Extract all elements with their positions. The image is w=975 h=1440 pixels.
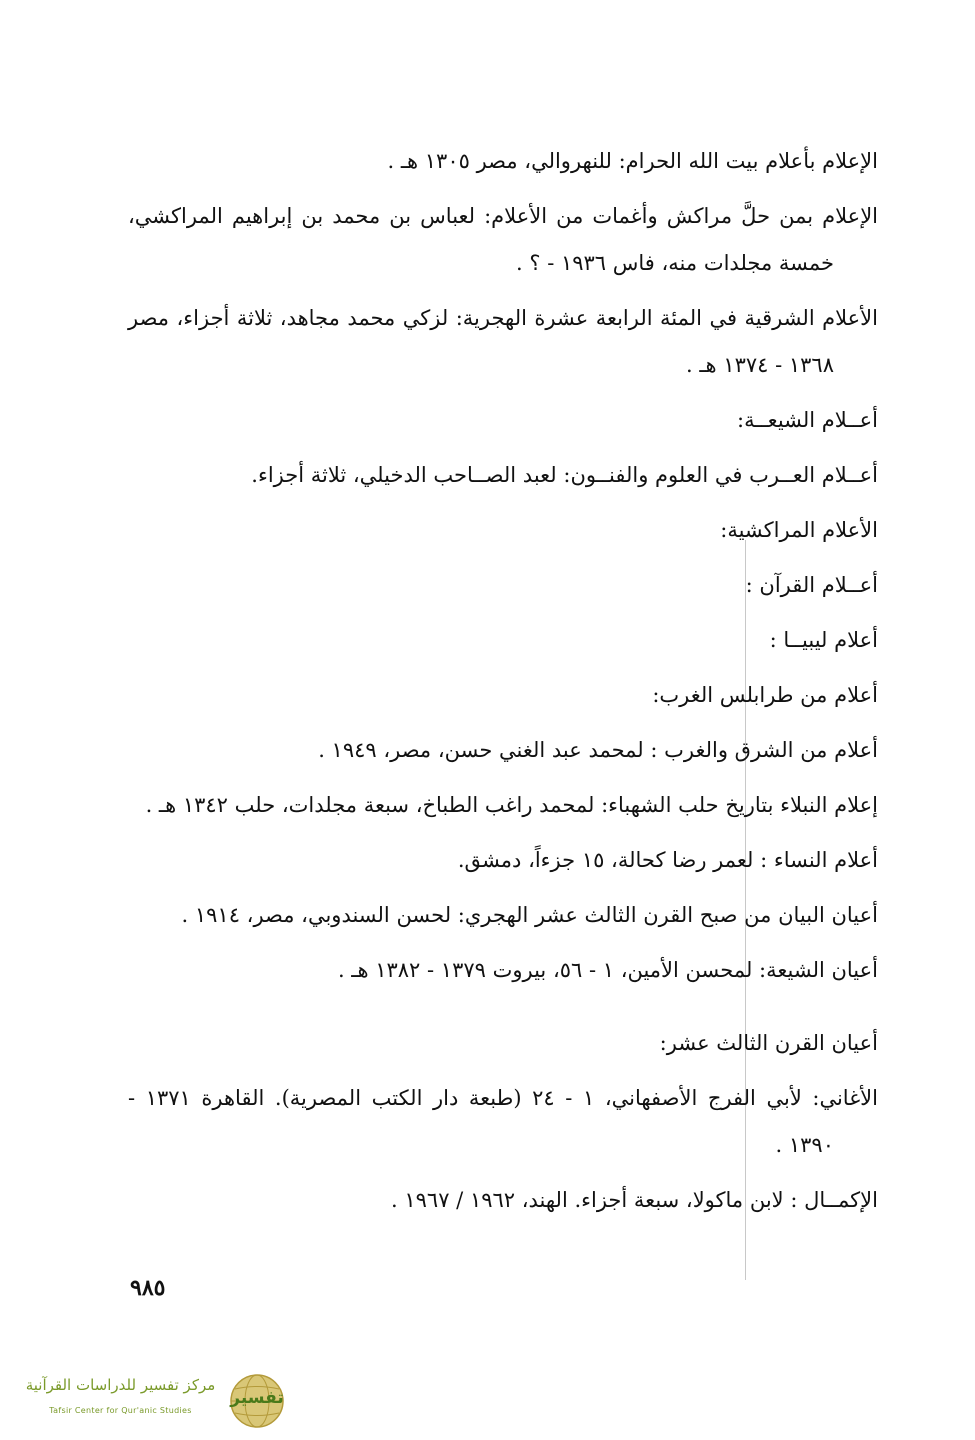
logo-english-text: Tafsir Center for Qur'anic Studies [49,1406,192,1415]
bibliography-entry: أعــلام العــرب في العلوم والفنــون: لعبد الصــاحب الدخيلي، ثلاثة أجزاء. [251,463,878,487]
bibliography-entry: أعيان القرن الثالث عشر: [659,1031,878,1055]
page-number: ٩٨٥ [130,1275,166,1301]
bibliography-entry: إعلام النبلاء بتاريخ حلب الشهباء: لمحمد راغب الطباخ، سبعة مجلدات، حلب ١٣٤٢ هـ . [145,793,878,817]
logo-mark-text: تفسير [230,1388,284,1408]
bibliography-entry: أعيان البيان من صبح القرن الثالث عشر الهجري: لحسن السندوبي، مصر، ١٩١٤ . [181,903,878,927]
bibliography-entry: أعلام من الشرق والغرب : لمحمد عبد الغني حسن، مصر، ١٩٤٩ . [318,738,878,762]
bibliography-entry: أعلام من طرابلس الغرب: [652,683,878,707]
bibliography-entry: أعــلام القرآن : [745,573,878,597]
bibliography-entry: الإعلام بمن حلَّ مراكش وأغمات من الأعلام: لعباس بن محمد بن إبراهيم المراكشي، خمسة مجلدات منه، فاس ١٩٣٦ - ؟ . [128,204,878,275]
bibliography-entry: الأغاني: لأبي الفرج الأصفهاني، ١ - ٢٤ (طبعة دار الكتب المصرية). القاهرة ١٣٧١ - ١٣٩٠ . [128,1086,878,1157]
tafsir-center-logo [18,1372,290,1432]
bibliography-list [128,138,878,1232]
bibliography-entry: الأعلام المراكشية: [720,518,878,542]
bibliography-entry: أعــلام الشيعــة: [737,408,878,432]
bibliography-entry: أعلام ليبيــا : [769,628,878,652]
logo-arabic-text: مركز تفسير للدراسات القرآنية [25,1376,216,1394]
bibliography-entry: الإكمــال : لابن ماكولا، سبعة أجزاء. الهند، ١٩٦٢ / ١٩٦٧ . [391,1188,878,1212]
bibliography-entry: الإعلام بأعلام بيت الله الحرام: للنهروالي، مصر ١٣٠٥ هـ . [387,149,878,173]
bibliography-entry: أعلام النساء : لعمر رضا كحالة، ١٥ جزءاً، دمشق. [457,848,878,872]
bibliography-entry: أعيان الشيعة: لمحسن الأمين، ١ - ٥٦، بيروت ١٣٧٩ - ١٣٨٢ هـ . [337,958,878,982]
bibliography-entry: الأعلام الشرقية في المئة الرابعة عشرة الهجرية: لزكي محمد مجاهد، ثلاثة أجزاء، مصر ١٣٦٨ - ١٣٧٤ هـ . [128,306,878,377]
